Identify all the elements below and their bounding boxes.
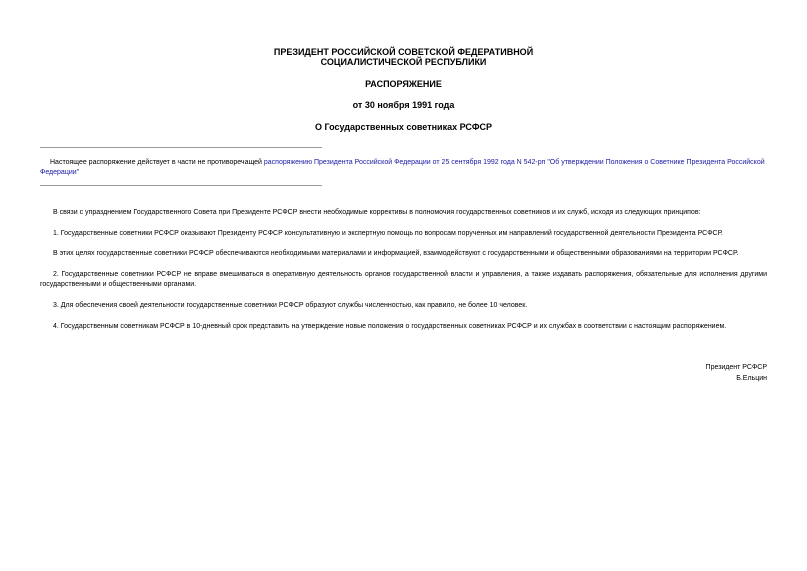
- signatory-name: Б.Ельцин: [736, 375, 767, 382]
- note-bottom-divider: [40, 185, 322, 186]
- paragraph-1-continued: В этих целях государственные советники РСФСР обеспечиваются необходимыми материалами и информацией, взаимодействуют с государственными и общественными образованиями на территории РСФСР.: [53, 250, 739, 257]
- issuer-line-1: ПРЕЗИДЕНТ РОССИЙСКОЙ СОВЕТСКОЙ ФЕДЕРАТИВНОЙ: [273, 47, 534, 57]
- document-date: от 30 ноября 1991 года: [352, 100, 455, 110]
- issuer-line-2: СОЦИАЛИСТИЧЕСКОЙ РЕСПУБЛИКИ: [320, 57, 487, 67]
- paragraph-1: 1. Государственные советники РСФСР оказывают Президенту РСФСР консультативную и экспертную помощь по вопросам порученных им направлений государственной деятельности Президента РСФСР.: [53, 230, 723, 237]
- validity-note-text: Настоящее распоряжение действует в части не противоречащей: [50, 159, 264, 166]
- validity-note-link[interactable]: распоряжению Президента Российской Федерации от 25 сентября 1992 года N 542-рп "Об утверждении Положения о Советнике Президента Российской Федерации": [40, 159, 765, 176]
- paragraph-4: 4. Государственным советникам РСФСР в 10-дневный срок представить на утверждение новые положения о государственных советниках РСФСР и их службах в соответствии с настоящим распоряжением.: [53, 323, 727, 330]
- paragraph-3: 3. Для обеспечения своей деятельности государственные советники РСФСР образуют службы численностью, как правило, не более 10 человек.: [53, 302, 528, 309]
- validity-note: [40, 158, 767, 178]
- preamble-paragraph: В связи с упразднением Государственного Совета при Президенте РСФСР внести необходимые коррективы в полномочия государственных советников и их служб, исходя из следующих принципов:: [53, 209, 701, 216]
- paragraph-2: 2. Государственные советники РСФСР не вправе вмешиваться в оперативную деятельность органов государственной власти и управления, а также издавать распоряжения, обязательные для исполнения другими государственными и общественными органами.: [40, 271, 767, 288]
- note-top-divider: [40, 147, 322, 148]
- document-type: РАСПОРЯЖЕНИЕ: [365, 79, 442, 89]
- signatory-position: Президент РСФСР: [705, 364, 767, 371]
- document-title: О Государственных советниках РСФСР: [314, 122, 493, 132]
